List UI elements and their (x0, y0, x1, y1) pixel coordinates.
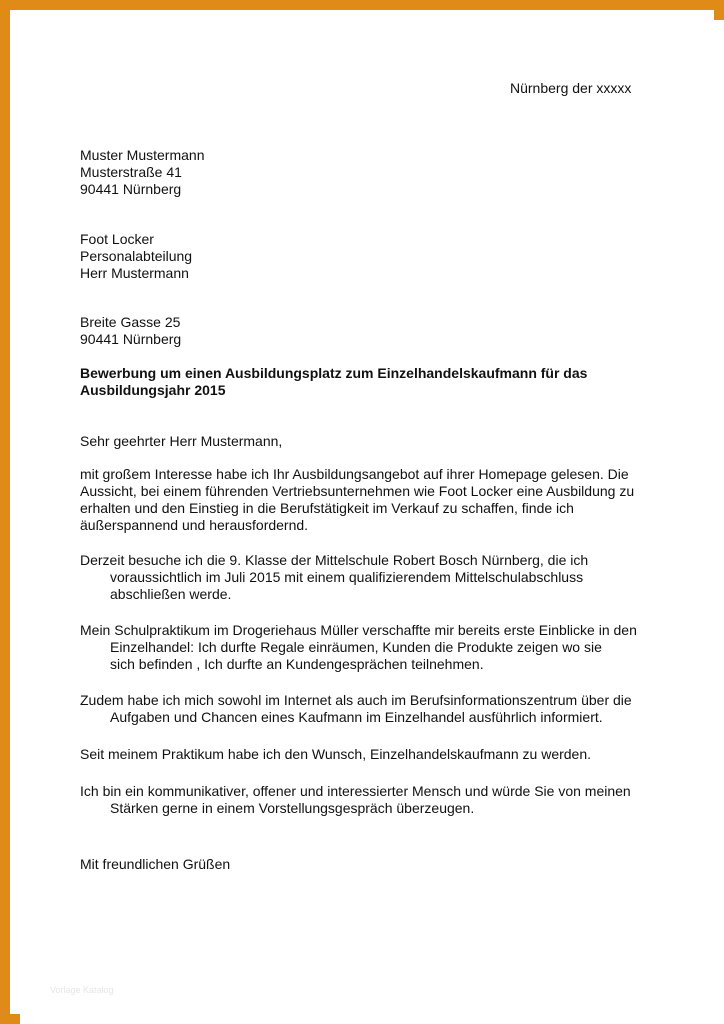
paragraph-2 (80, 552, 680, 603)
recipient-location (80, 314, 680, 348)
sender-street: Musterstraße 41 (80, 164, 182, 180)
recipient-company: Foot Locker (80, 231, 154, 247)
paragraph-4 (80, 692, 680, 726)
sender-name: Muster Mustermann (80, 147, 205, 163)
paragraph-line: Mein Schulpraktikum im Drogeriehaus Müller verschaffte mir bereits erste Einblicke in den (80, 622, 637, 638)
paragraph-line: Ich bin ein kommunikativer, offener und interessierter Mensch und würde Sie von meinen (80, 783, 631, 799)
paragraph-3 (80, 622, 680, 673)
subject-line (80, 365, 680, 399)
paragraph-line: Zudem habe ich mich sowohl im Internet als auch im Berufsinformationszentrum über die (80, 692, 632, 708)
recipient-street: Breite Gasse 25 (80, 314, 181, 330)
sender-city: 90441 Nürnberg (80, 181, 182, 197)
paragraph-1 (80, 466, 680, 534)
paragraph-line: erhalten und den Einstieg in die Berufstätigkeit im Verkauf zu schaffen, finde ich (80, 500, 574, 516)
paragraph-line: Aussicht, bei einem führenden Vertriebsunternehmen wie Foot Locker eine Ausbildung zu (80, 483, 635, 499)
paragraph-line: sich befinden , Ich durfte an Kundengesprächen teilnehmen. (110, 656, 484, 672)
recipient-department: Personalabteilung (80, 248, 193, 264)
salutation (80, 433, 680, 450)
salutation-text: Sehr geehrter Herr Mustermann, (80, 433, 283, 449)
subject-line-2: Ausbildungsjahr 2015 (80, 382, 226, 398)
paragraph-line: Aufgaben und Chancen eines Kaufmann im Einzelhandel ausführlich informiert. (110, 709, 603, 725)
paragraph-5 (80, 746, 680, 763)
paragraph-line: Derzeit besuche ich die 9. Klasse der Mittelschule Robert Bosch Nürnberg, die ich (80, 552, 589, 568)
paragraph-line: abschließen werde. (110, 586, 232, 602)
paragraph-line: mit großem Interesse habe ich Ihr Ausbildungsangebot auf ihrer Homepage gelesen. Die (80, 466, 629, 482)
recipient-address (80, 231, 680, 282)
paragraph-line: Einzelhandel: Ich durfte Regale einräumen, Kunden die Produkte zeigen wo sie (110, 639, 602, 655)
date-line: Nürnberg der xxxxx (510, 80, 632, 96)
sender-address (80, 147, 680, 198)
watermark: Vorlage Katalog (50, 985, 114, 995)
recipient-contact: Herr Mustermann (80, 265, 189, 281)
paragraph-line: äußerspannend und herausfordernd. (80, 517, 309, 533)
recipient-city: 90441 Nürnberg (80, 331, 182, 347)
subject-line-1: Bewerbung um einen Ausbildungsplatz zum Einzelhandelskaufmann für das (80, 365, 588, 381)
closing-text: Mit freundlichen Grüßen (80, 856, 231, 872)
paragraph-line: voraussichtlich im Juli 2015 mit einem qualifizierendem Mittelschulabschluss (110, 569, 584, 585)
letter-page (20, 20, 724, 1024)
paragraph-line: Stärken gerne in einem Vorstellungsgespräch überzeugen. (110, 800, 475, 816)
paragraph-6 (80, 783, 680, 817)
paragraph-line: Seit meinem Praktikum habe ich den Wunsch, Einzelhandelskaufmann zu werden. (80, 746, 592, 762)
closing (80, 856, 680, 873)
